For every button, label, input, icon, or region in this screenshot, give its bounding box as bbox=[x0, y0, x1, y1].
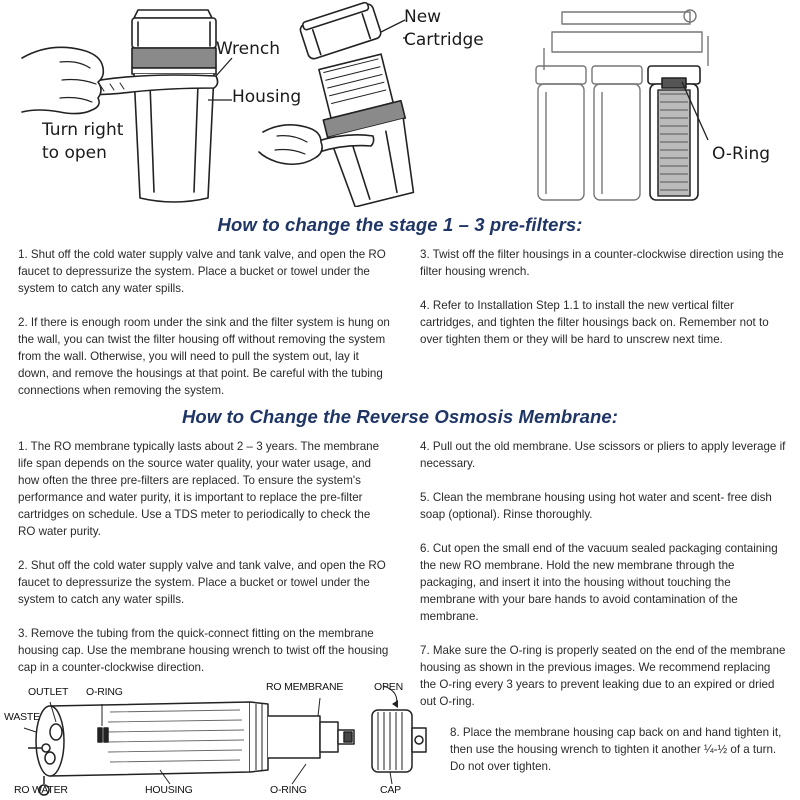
housing-bottom-label: HOUSING bbox=[145, 784, 193, 796]
section2-step-8: 8. Place the membrane housing cap back on and hand tighten it, then use the housing wrench to tighten it another ¼-½ of a turn. Do not over tighten. bbox=[450, 726, 782, 773]
ro-water-label: RO WATER bbox=[14, 784, 68, 796]
cartridge-label: Cartridge bbox=[404, 30, 484, 50]
section2-heading: How to Change the Reverse Osmosis Membrane: bbox=[181, 406, 619, 427]
housing-label: Housing bbox=[232, 87, 302, 107]
filter-system-illustration bbox=[522, 2, 712, 207]
section2-step-6: 6. Cut open the small end of the vacuum sealed packaging containing the new RO membrane. Hold the new membrane through the packaging, and insert it into the housing without touching the membrane with your bare hands to avoid contamination of the membrane. bbox=[420, 542, 778, 623]
waste-label: WASTE bbox=[4, 711, 40, 723]
to-open-label: to open bbox=[42, 143, 107, 163]
cap-label: CAP bbox=[380, 784, 401, 796]
section2-step-2: 2. Shut off the cold water supply valve and tank valve, and open the RO faucet to depressurize the system. Place a bucket or towel under the system to catch any water spills. bbox=[18, 559, 386, 606]
turn-right-label: Turn right bbox=[42, 120, 124, 140]
section2-step-1: 1. The RO membrane typically lasts about 2 – 3 years. The membrane life span depends on the source water quality, your water usage, and how often the three pre-filters are replaced. To ensure the system's performance and water purity, it is important to replace the pre-filter cartridges on schedule. Use a TDS meter to periodically to check the RO water purity. bbox=[18, 440, 380, 538]
o-ring-bottom-label: O-RING bbox=[270, 784, 307, 796]
section2-right-column-b bbox=[450, 724, 788, 775]
ro-membrane-label: RO MEMBRANE bbox=[266, 681, 344, 693]
section1-step-3: 3. Twist off the filter housings in a counter-clockwise direction using the filter housing wrench. bbox=[420, 248, 784, 278]
section2-left-column bbox=[18, 438, 390, 676]
section2-step-4: 4. Pull out the old membrane. Use scissors or pliers to apply leverage if necessary. bbox=[420, 440, 786, 470]
section1-step-2: 2. If there is enough room under the sink and the filter system is hung on the wall, you can twist the filter housing off without removing the system from the wall. Otherwise, you will need to pull the system out, lay it down, and remove the housings at that point. Be careful with the tubing connections when removing the system. bbox=[18, 316, 390, 397]
new-label: New bbox=[404, 7, 442, 27]
section2-right-column-a bbox=[420, 438, 788, 710]
wrench-label: Wrench bbox=[216, 39, 281, 59]
section2-step-7: 7. Make sure the O-ring is properly seated on the end of the membrane housing as shown in the previous images. We recommend replacing the O-ring every 3 years to prevent leaking due to an expired or dried out O-ring. bbox=[420, 644, 786, 708]
o-ring-label: O-Ring bbox=[712, 144, 771, 164]
outlet-label: OUTLET bbox=[28, 686, 69, 698]
section1-left-column bbox=[18, 246, 390, 399]
section1-step-1: 1. Shut off the cold water supply valve and tank valve, and open the RO faucet to depressurize the system. Place a bucket or towel under the system to catch any water spills. bbox=[18, 248, 386, 295]
o-ring-top-label: O-RING bbox=[86, 686, 123, 698]
section2-step-5: 5. Clean the membrane housing using hot water and scent- free dish soap (optional). Rinse thoroughly. bbox=[420, 491, 772, 521]
section1-heading: How to change the stage 1 – 3 pre-filters: bbox=[217, 214, 583, 235]
section2-step-3: 3. Remove the tubing from the quick-connect fitting on the membrane housing cap. Use the membrane housing wrench to twist off the housing cap in a counter-clockwise direction. bbox=[18, 627, 389, 674]
housing-wrench-illustration bbox=[20, 2, 240, 207]
section1-step-4: 4. Refer to Installation Step 1.1 to install the new vertical filter cartridges, and tighten the filter housings back on. Remember not to over tighten them or they will be hard to unscrew next time. bbox=[420, 299, 769, 346]
open-label: OPEN bbox=[374, 681, 403, 693]
section1-right-column bbox=[420, 246, 788, 348]
